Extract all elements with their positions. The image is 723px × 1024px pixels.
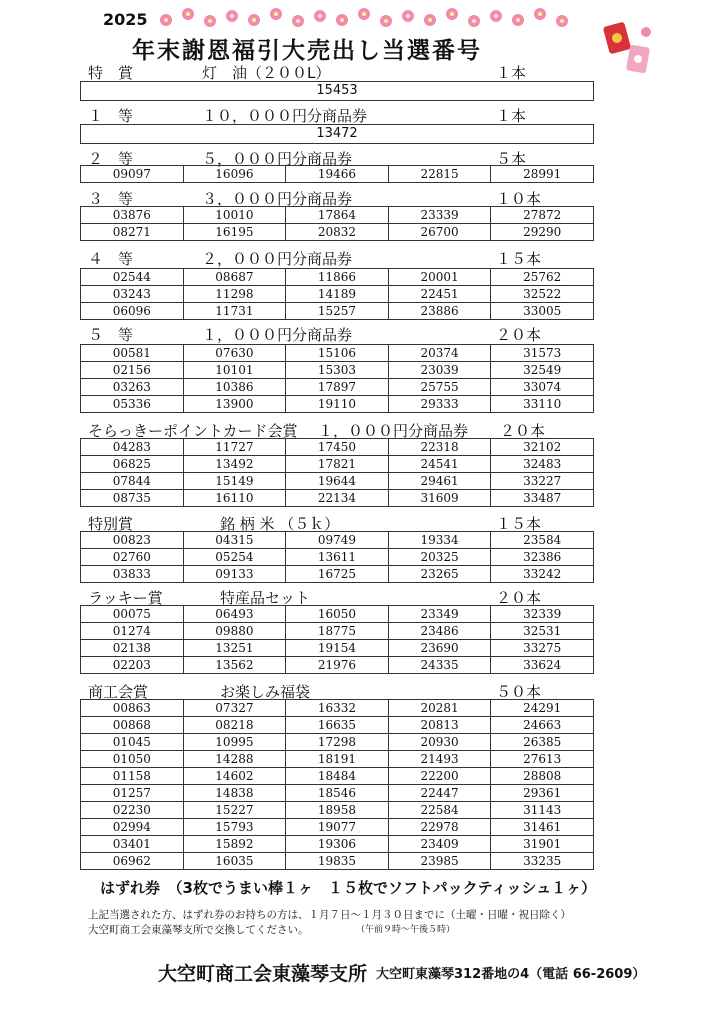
prize-rank: 特別賞 (88, 515, 134, 533)
table-row (81, 785, 594, 802)
table-row (81, 606, 594, 623)
winning-number: 32531 (491, 623, 594, 640)
winning-number: 02994 (81, 819, 184, 836)
winning-number: 03401 (81, 836, 184, 853)
prize-heading (80, 248, 600, 268)
winning-number: 02230 (81, 802, 184, 819)
winning-number: 14189 (286, 286, 389, 303)
winning-number: 33487 (491, 490, 594, 507)
winning-number: 14288 (183, 751, 286, 768)
table-row (81, 836, 594, 853)
winning-number: 22134 (286, 490, 389, 507)
winning-number: 03263 (81, 379, 184, 396)
winning-number: 33110 (491, 396, 594, 413)
consolation-note: はずれ券 （3枚でうまい棒１ヶ １５枚でソフトパックティッシュ１ヶ） (100, 879, 597, 897)
winning-number: 05336 (81, 396, 184, 413)
prize-rank: そらっきーポイントカード会賞 (88, 422, 298, 440)
winning-number: 23265 (388, 566, 491, 583)
winning-number: 23409 (388, 836, 491, 853)
winning-number: 24541 (388, 456, 491, 473)
prize-count: １本 (496, 64, 527, 82)
winning-number: 33235 (491, 853, 594, 870)
table-row (81, 473, 594, 490)
winning-number: 22318 (388, 439, 491, 456)
prize-heading (80, 188, 600, 208)
winning-number: 26700 (388, 224, 491, 241)
prize-rank: ３ 等 (88, 190, 134, 208)
winning-number: 24663 (491, 717, 594, 734)
winning-number: 15453 (80, 81, 594, 101)
winning-number: 13251 (183, 640, 286, 657)
table-row (81, 379, 594, 396)
winning-number: 01257 (81, 785, 184, 802)
prize-count: ２０本 (500, 422, 546, 440)
footer-organization: 大空町商工会東藻琴支所 (158, 963, 368, 985)
winning-number: 08218 (183, 717, 286, 734)
winning-number: 22815 (388, 166, 491, 183)
table-row (81, 439, 594, 456)
prize-count: １５本 (496, 515, 542, 533)
prize-item: １，０００円分商品券 (318, 422, 469, 440)
header-year: 2025 (103, 10, 148, 29)
winning-number: 11866 (286, 269, 389, 286)
prize-count: ２０本 (496, 326, 542, 344)
winning-number: 15793 (183, 819, 286, 836)
winning-number: 21976 (286, 657, 389, 674)
table-row (81, 362, 594, 379)
winning-number: 27872 (491, 207, 594, 224)
page-title: 年末謝恩福引大売出し当選番号 (132, 38, 482, 64)
table-row (81, 456, 594, 473)
winning-number: 19644 (286, 473, 389, 490)
winning-number: 28991 (491, 166, 594, 183)
winning-number: 06493 (183, 606, 286, 623)
winning-number: 33275 (491, 640, 594, 657)
winning-number: 15257 (286, 303, 389, 320)
table-row (81, 532, 594, 549)
winning-number: 20832 (286, 224, 389, 241)
winning-number: 00581 (81, 345, 184, 362)
winning-number: 29461 (388, 473, 491, 490)
winning-number: 33227 (491, 473, 594, 490)
winning-number: 32522 (491, 286, 594, 303)
winning-number: 20325 (388, 549, 491, 566)
winning-number-table (80, 699, 594, 870)
winning-number: 09880 (183, 623, 286, 640)
prize-count: ２０本 (496, 589, 542, 607)
winning-number: 19110 (286, 396, 389, 413)
winning-number: 25762 (491, 269, 594, 286)
winning-number: 31573 (491, 345, 594, 362)
prize-rank: ２ 等 (88, 150, 134, 168)
table-row (81, 819, 594, 836)
winning-number: 04315 (183, 532, 286, 549)
winning-number: 04283 (81, 439, 184, 456)
winning-number: 22584 (388, 802, 491, 819)
prize-item: ５，０００円分商品券 (202, 150, 353, 168)
winning-number: 10010 (183, 207, 286, 224)
winning-number: 15149 (183, 473, 286, 490)
winning-number: 06825 (81, 456, 184, 473)
winning-number: 17298 (286, 734, 389, 751)
winning-number: 05254 (183, 549, 286, 566)
prize-item: ２，０００円分商品券 (202, 250, 353, 268)
winning-number: 16635 (286, 717, 389, 734)
winning-number-table (80, 344, 594, 413)
table-row (81, 286, 594, 303)
winning-number: 33005 (491, 303, 594, 320)
table-row (81, 853, 594, 870)
table-row (81, 751, 594, 768)
winning-number: 22451 (388, 286, 491, 303)
winning-number: 08687 (183, 269, 286, 286)
table-row (81, 303, 594, 320)
prize-rank: ラッキー賞 (88, 589, 163, 607)
winning-number: 06962 (81, 853, 184, 870)
winning-number: 20930 (388, 734, 491, 751)
winning-number: 09097 (81, 166, 184, 183)
winning-number-table (80, 531, 594, 583)
table-row (81, 166, 594, 183)
winning-number: 16195 (183, 224, 286, 241)
winning-number: 31461 (491, 819, 594, 836)
winning-number: 02156 (81, 362, 184, 379)
winning-number: 22978 (388, 819, 491, 836)
cherry-blossom-decoration (160, 8, 580, 28)
table-row (81, 623, 594, 640)
winning-number: 13562 (183, 657, 286, 674)
winning-number: 32549 (491, 362, 594, 379)
winning-number: 24335 (388, 657, 491, 674)
prize-heading (80, 587, 600, 607)
winning-number: 20281 (388, 700, 491, 717)
winning-number: 01050 (81, 751, 184, 768)
winning-number: 17821 (286, 456, 389, 473)
prize-rank: １ 等 (88, 107, 134, 125)
winning-number-table (80, 605, 594, 674)
table-row (81, 396, 594, 413)
winning-number: 23349 (388, 606, 491, 623)
winning-number: 02760 (81, 549, 184, 566)
winning-number: 13492 (183, 456, 286, 473)
winning-number: 17450 (286, 439, 389, 456)
winning-number: 23584 (491, 532, 594, 549)
winning-number: 33624 (491, 657, 594, 674)
winning-number: 06096 (81, 303, 184, 320)
winning-number: 23486 (388, 623, 491, 640)
winning-number: 32386 (491, 549, 594, 566)
table-row (81, 207, 594, 224)
winning-number: 08271 (81, 224, 184, 241)
winning-number: 19077 (286, 819, 389, 836)
table-row (81, 717, 594, 734)
winning-number: 31609 (388, 490, 491, 507)
winning-number: 29290 (491, 224, 594, 241)
prize-rank: 特 賞 (88, 64, 134, 82)
winning-number: 09133 (183, 566, 286, 583)
winning-number: 11731 (183, 303, 286, 320)
notice-hours: （午前９時～午後５時） (356, 925, 456, 935)
winning-number: 08735 (81, 490, 184, 507)
prize-item: 銘 柄 米 （５ｋ） (220, 515, 340, 533)
winning-number-table (80, 165, 594, 183)
winning-number: 16110 (183, 490, 286, 507)
winning-number: 02138 (81, 640, 184, 657)
winning-number: 18546 (286, 785, 389, 802)
winning-number: 16035 (183, 853, 286, 870)
table-row (81, 802, 594, 819)
table-row (81, 734, 594, 751)
winning-number: 15303 (286, 362, 389, 379)
winning-number: 22447 (388, 785, 491, 802)
prize-heading (80, 513, 600, 533)
winning-number: 15106 (286, 345, 389, 362)
table-row (81, 490, 594, 507)
winning-number: 16096 (183, 166, 286, 183)
winning-number: 07844 (81, 473, 184, 490)
winning-number: 33242 (491, 566, 594, 583)
winning-number: 26385 (491, 734, 594, 751)
table-row (81, 768, 594, 785)
winning-number: 09749 (286, 532, 389, 549)
prize-item: 灯 油（２００L） (202, 64, 331, 82)
prize-count: １５本 (496, 250, 542, 268)
winning-number-table (80, 438, 594, 507)
winning-number: 07327 (183, 700, 286, 717)
winning-number: 17864 (286, 207, 389, 224)
winning-number: 19835 (286, 853, 389, 870)
winning-number: 00075 (81, 606, 184, 623)
winning-number: 01045 (81, 734, 184, 751)
prize-heading (80, 420, 600, 440)
winning-number: 03833 (81, 566, 184, 583)
winning-number: 19466 (286, 166, 389, 183)
winning-number: 20813 (388, 717, 491, 734)
prize-heading (80, 62, 600, 82)
winning-number: 01274 (81, 623, 184, 640)
winning-number: 31901 (491, 836, 594, 853)
new-year-ornament-icon (598, 18, 658, 78)
table-row (81, 566, 594, 583)
table-row (81, 700, 594, 717)
winning-number: 19306 (286, 836, 389, 853)
footer-address: 大空町東藻琴312番地の4（電話 66-2609） (376, 967, 646, 982)
winning-number: 10995 (183, 734, 286, 751)
table-row (81, 269, 594, 286)
table-row (81, 345, 594, 362)
table-row (81, 657, 594, 674)
winning-number: 16050 (286, 606, 389, 623)
winning-number-table (80, 206, 594, 241)
winning-number: 00823 (81, 532, 184, 549)
prize-count: １０本 (496, 190, 542, 208)
winning-number: 25755 (388, 379, 491, 396)
winning-number: 17897 (286, 379, 389, 396)
winning-number: 23339 (388, 207, 491, 224)
prize-item: ３，０００円分商品券 (202, 190, 353, 208)
winning-number: 03243 (81, 286, 184, 303)
winning-number: 07630 (183, 345, 286, 362)
notice-line-1: 上記当選された方、はずれ券のお持ちの方は、１月７日～１月３０日までに（土曜・日曜・祝日除く） (88, 909, 571, 921)
prize-item: 特産品セット (220, 589, 311, 607)
prize-item: １０，０００円分商品券 (202, 107, 368, 125)
winning-number: 22200 (388, 768, 491, 785)
winning-number: 33074 (491, 379, 594, 396)
winning-number: 32102 (491, 439, 594, 456)
winning-number: 10386 (183, 379, 286, 396)
winning-number: 27613 (491, 751, 594, 768)
notice-line-2: 大空町商工会東藻琴支所で交換してください。 (88, 924, 309, 936)
prize-rank: ５ 等 (88, 326, 134, 344)
winning-number: 18958 (286, 802, 389, 819)
winning-number: 18191 (286, 751, 389, 768)
winning-number: 20001 (388, 269, 491, 286)
winning-number: 32483 (491, 456, 594, 473)
winning-number: 21493 (388, 751, 491, 768)
prize-item: お楽しみ福袋 (220, 683, 311, 701)
winning-number: 16332 (286, 700, 389, 717)
winning-number: 11298 (183, 286, 286, 303)
winning-number: 03876 (81, 207, 184, 224)
table-row (81, 549, 594, 566)
winning-number: 23039 (388, 362, 491, 379)
winning-number: 13900 (183, 396, 286, 413)
prize-heading (80, 105, 600, 125)
winning-number: 02203 (81, 657, 184, 674)
prize-count: １本 (496, 107, 527, 125)
winning-number: 15892 (183, 836, 286, 853)
winning-number: 16725 (286, 566, 389, 583)
winning-number: 02544 (81, 269, 184, 286)
winning-number: 32339 (491, 606, 594, 623)
prize-rank: 商工会賞 (88, 683, 149, 701)
winning-number: 11727 (183, 439, 286, 456)
winning-number: 18484 (286, 768, 389, 785)
prize-count: ５本 (496, 150, 527, 168)
table-row (81, 224, 594, 241)
winning-number: 00868 (81, 717, 184, 734)
winning-number: 31143 (491, 802, 594, 819)
winning-number: 13611 (286, 549, 389, 566)
prize-count: ５０本 (496, 683, 542, 701)
winning-number: 23886 (388, 303, 491, 320)
winning-number: 29333 (388, 396, 491, 413)
winning-number: 18775 (286, 623, 389, 640)
winning-number: 14838 (183, 785, 286, 802)
winning-number: 28808 (491, 768, 594, 785)
prize-rank: ４ 等 (88, 250, 134, 268)
winning-number: 14602 (183, 768, 286, 785)
winning-number: 20374 (388, 345, 491, 362)
winning-number: 00863 (81, 700, 184, 717)
winning-number: 24291 (491, 700, 594, 717)
winning-number: 15227 (183, 802, 286, 819)
table-row (81, 640, 594, 657)
prize-heading (80, 681, 600, 701)
winning-number: 01158 (81, 768, 184, 785)
prize-item: １，０００円分商品券 (202, 326, 353, 344)
prize-heading (80, 324, 600, 344)
winning-number: 23690 (388, 640, 491, 657)
winning-number: 19154 (286, 640, 389, 657)
winning-number: 23985 (388, 853, 491, 870)
winning-number: 29361 (491, 785, 594, 802)
winning-number: 13472 (80, 124, 594, 144)
winning-number: 19334 (388, 532, 491, 549)
winning-number: 10101 (183, 362, 286, 379)
winning-number-table (80, 268, 594, 320)
